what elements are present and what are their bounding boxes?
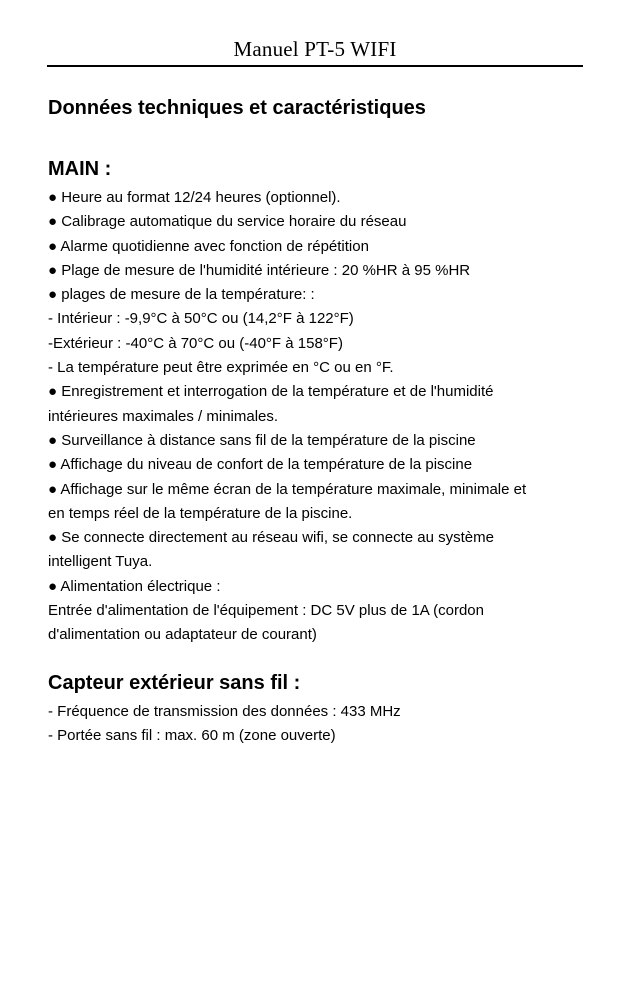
text-line: ● Affichage du niveau de confort de la température de la piscine (48, 456, 473, 474)
page-header-title: Manuel PT-5 WIFI (233, 37, 397, 61)
text-line: ● Plage de mesure de l'humidité intérieure : 20 %HR à 95 %HR (48, 261, 471, 279)
document-body (48, 94, 588, 748)
text-line: ● Surveillance à distance sans fil de la température de la piscine (48, 431, 476, 449)
section-sensor-list (48, 700, 588, 749)
text-line: - Intérieur : -9,9°C à 50°C ou (14,2°F à 122°F) (48, 310, 354, 328)
text-line: ● Alarme quotidienne avec fonction de répétition (48, 237, 369, 255)
text-line: Entrée d'alimentation de l'équipement : DC 5V plus de 1A (cordon (48, 602, 484, 620)
text-line: ● plages de mesure de la température: : (48, 286, 315, 304)
text-line: - Fréquence de transmission des données : 433 MHz (48, 702, 401, 720)
text-line: ● Se connecte directement au réseau wifi, se connecte au système (48, 529, 494, 547)
text-line: -Extérieur : -40°C à 70°C ou (-40°F à 158°F) (48, 334, 343, 352)
section-main-list (48, 186, 588, 648)
text-line: ● Calibrage automatique du service horaire du réseau (48, 213, 407, 231)
text-line: intelligent Tuya. (48, 553, 153, 571)
section-heading-main: MAIN : (48, 158, 112, 180)
text-line: - Portée sans fil : max. 60 m (zone ouverte) (48, 726, 336, 744)
text-line: - La température peut être exprimée en °C ou en °F. (48, 359, 394, 377)
text-line: ● Heure au format 12/24 heures (optionnel). (48, 189, 341, 206)
text-line: d'alimentation ou adaptateur de courant) (48, 626, 317, 644)
section-heading-sensor: Capteur extérieur sans fil : (48, 671, 301, 694)
document-title: Données techniques et caractéristiques (48, 97, 426, 119)
text-line: intérieures maximales / minimales. (48, 407, 279, 425)
text-line: ● Enregistrement et interrogation de la température et de l'humidité (48, 383, 494, 401)
text-line: en temps réel de la température de la piscine. (48, 504, 353, 522)
text-line: ● Affichage sur le même écran de la température maximale, minimale et (48, 480, 527, 498)
header-divider (47, 65, 583, 67)
text-line: ● Alimentation électrique : (48, 577, 221, 595)
